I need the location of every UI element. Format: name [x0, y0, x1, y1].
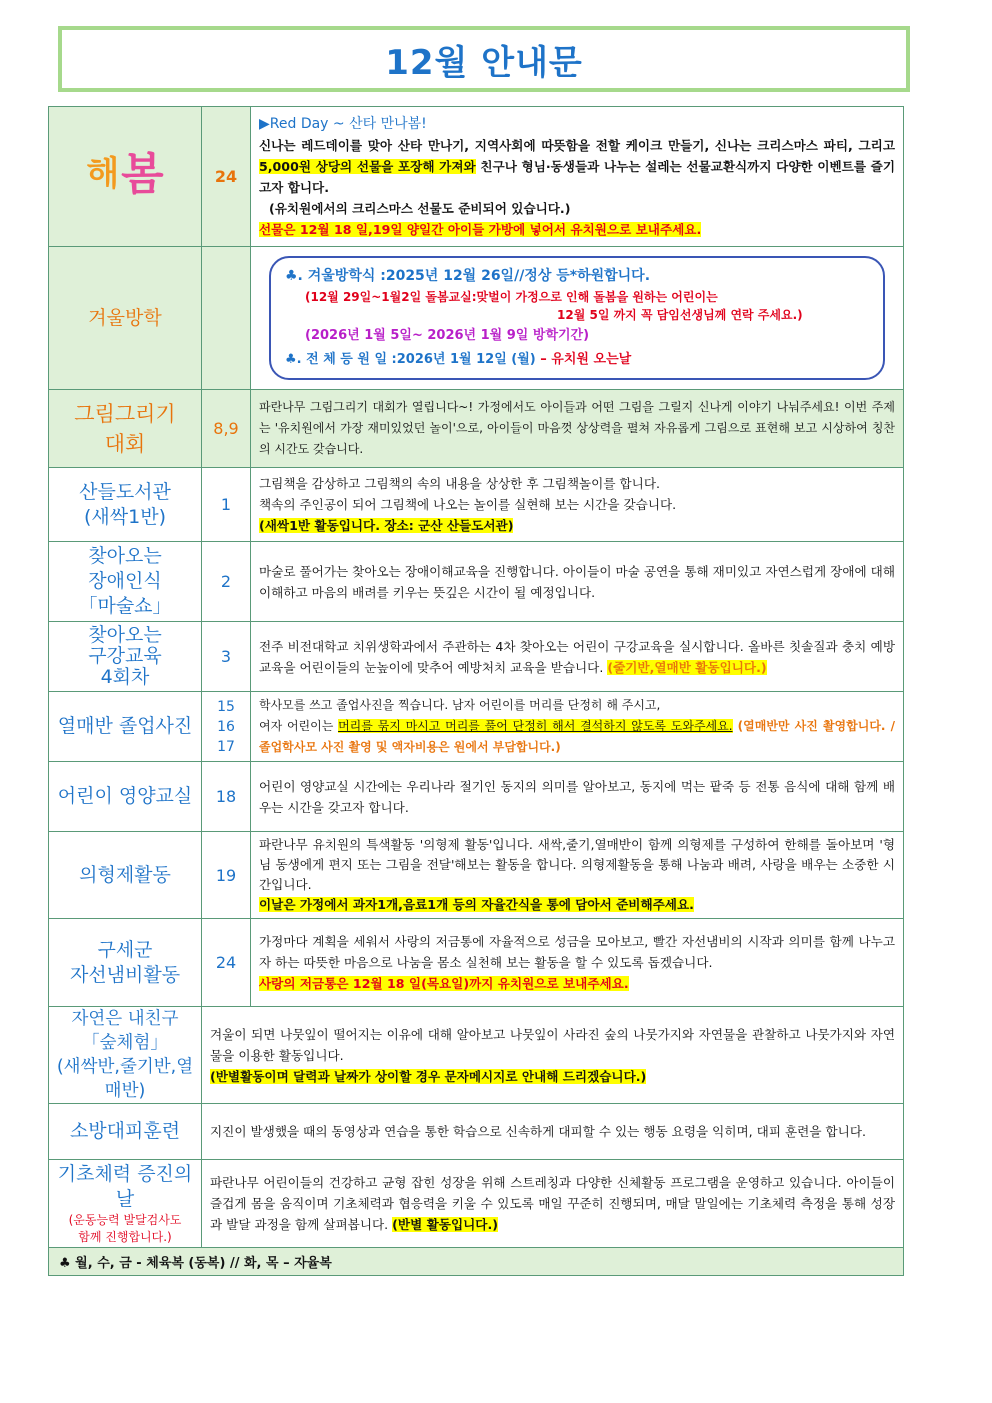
table-row — [49, 832, 904, 919]
row-label: 소방대피훈련 — [49, 1104, 202, 1160]
vacation-line-2: (12월 29일~1월2일 돌봄교실:맞벌이 가정으로 인해 돌봄을 원하는 어린이는 — [305, 290, 718, 304]
row-date — [202, 247, 251, 390]
row-label: 찾아오는 장애인식 「마술쇼」 — [49, 542, 202, 622]
title-banner — [58, 26, 910, 92]
row-label: 열매반 졸업사진 — [49, 692, 202, 762]
row-date: 2 — [202, 542, 251, 622]
row-date: 18 — [202, 762, 251, 832]
table-row — [49, 247, 904, 390]
row-date: 24 — [202, 107, 251, 247]
row-label: 겨울방학 — [49, 247, 202, 390]
row-content: 전주 비전대학교 치위생학과에서 주관하는 4차 찾아오는 어린이 구강교육을 실시합니다. 올바른 칫솔질과 충치 예방 교육을 어린이들의 눈높이에 맞추어 예방처치 교육을 받습니다. (줄기반,열매반 활동입니다.) — [251, 622, 904, 692]
table-row — [49, 1007, 904, 1104]
red-day-desc: 신나는 레드데이를 맞아 산타 만나기, 지역사회에 따뜻함을 전할 케이크 만들기, 신나는 크리스마스 파티, 그리고 5,000원 상당의 선물을 포장해 가져와 친구나 형님·동생들과 나누는 설레는 선물교환식까지 다양한 이벤트를 즐기고자 합니다. — [259, 137, 895, 195]
table-row — [49, 762, 904, 832]
row-date: 19 — [202, 832, 251, 919]
row-content: 파란나무 어린이들의 건강하고 균형 잡힌 성장을 위해 스트레칭과 다양한 신체활동 프로그램을 운영하고 있습니다. 아이들이 즐겁게 몸을 움직이며 기초체력과 협응력을 키울 수 있도록 매일 꾸준히 진행되며, 매달 말일에는 기초체력 측정을 통해 성장과 발달 과정을 함께 살펴봅니다. (반별 활동입니다.) — [202, 1160, 904, 1248]
row-content — [251, 107, 904, 247]
row-label: 산들도서관 (새싹1반) — [49, 468, 202, 542]
schedule-table — [48, 106, 904, 1276]
row-content: 파란나무 유치원의 특색활동 '의형제 활동'입니다. 새싹,줄기,열매반이 함께 의형제를 구성하여 한해를 돌아보며 '형님 동생에게 편지 또는 그림을 전달'해보는 활동을 합니다. 의형제활동을 통해 나눔과 배려, 사랑을 배우는 소중한 시간입니다. 이날은 가정에서 과자1개,음료1개 등의 자율간식을 통에 담아서 준비해주세요. — [251, 832, 904, 919]
table-row — [49, 622, 904, 692]
row-content — [251, 247, 904, 390]
table-row — [49, 468, 904, 542]
haebom-part-a: 해 — [86, 153, 120, 194]
row-content: 파란나무 그림그리기 대회가 열립니다~! 가정에서도 아이들과 어떤 그림을 그릴지 신나게 이야기 나눠주세요! 이번 주제는 '유치원에서 가장 재미있었던 놀이'으로, 아이들이 마음껏 상상력을 펼쳐 자유롭게 그림으로 표현해 보고 시상하여 칭찬의 시간도 갖습니다. — [251, 390, 904, 468]
table-row — [49, 390, 904, 468]
uniform-note: ♣ 월, 수, 금 - 체육복 (동복) // 화, 목 – 자율복 — [49, 1248, 904, 1276]
row-label: 의형제활동 — [49, 832, 202, 919]
row-label: 기초체력 증진의 날 (운동능력 발달검사도 함께 진행합니다.) — [49, 1160, 202, 1248]
row-label: 찾아오는 구강교육 4회차 — [49, 622, 202, 692]
row-content: 가정마다 계획을 세워서 사랑의 저금통에 자율적으로 성금을 모아보고, 빨간 자선냄비의 시작과 의미를 함께 나누고자 하는 따뜻한 마음으로 나눔을 몸소 실천해 보는 활동을 할 수 있도록 돕겠습니다. 사랑의 저금통은 12월 18 일(목요일)까지 유치원으로 보내주세요. — [251, 919, 904, 1007]
page-title: 12월 안내문 — [385, 42, 583, 83]
row-label: 구세군 자선냄비활동 — [49, 919, 202, 1007]
table-row — [49, 692, 904, 762]
row-date: 3 — [202, 622, 251, 692]
red-day-heading: ▶Red Day ~ 산타 만나봄! — [259, 115, 427, 132]
row-date: 15 16 17 — [202, 692, 251, 762]
row-label: 자연은 내친구 「숲체험」 (새싹반,줄기반,열매반) — [49, 1007, 202, 1104]
row-content: 지진이 발생했을 때의 동영상과 연습을 통한 학습으로 신속하게 대피할 수 있는 행동 요령을 익히며, 대피 훈련을 합니다. — [202, 1104, 904, 1160]
table-row — [49, 107, 904, 247]
row-date: 24 — [202, 919, 251, 1007]
vacation-line-1: ♣. 겨울방학식 :2025년 12월 26일//정상 등*하원합니다. — [285, 268, 651, 284]
row-content: 겨울이 되면 나뭇잎이 떨어지는 이유에 대해 알아보고 나뭇잎이 사라진 숲의 나뭇가지와 자연물을 관찰하고 나뭇가지와 자연물을 이용한 활동입니다. (반별활동이며 달력과 날짜가 상이할 경우 문자메시지로 안내해 드리겠습니다.) — [202, 1007, 904, 1104]
table-row — [49, 1104, 904, 1160]
row-content: 어린이 영양교실 시간에는 우리나라 절기인 동지의 의미를 알아보고, 동지에 먹는 팥죽 등 전통 음식에 대해 함께 배우는 시간을 갖고자 합니다. — [251, 762, 904, 832]
row-label: 어린이 영양교실 — [49, 762, 202, 832]
table-row — [49, 542, 904, 622]
row-content: 학사모를 쓰고 졸업사진을 찍습니다. 남자 어린이를 머리를 단정히 해 주시고, 여자 어린이는 머리를 묶지 마시고 머리를 풀어 단정히 해서 결석하지 않도록 도와주세요. (열매반만 사진 촬영합니다. / 졸업학사모 사진 촬영 및 액자비용은 원에서 부담합니다.) — [251, 692, 904, 762]
red-day-gift-note: 선물은 12월 18 일,19일 양일간 아이들 가방에 넣어서 유치원으로 보내주세요. — [259, 221, 702, 237]
red-day-note: (유치원에서의 크리스마스 선물도 준비되어 있습니다.) — [269, 200, 571, 216]
row-label: 그림그리기 대회 — [49, 390, 202, 468]
table-footer — [49, 1248, 904, 1276]
vacation-line-5: ♣. 전 체 등 원 일 :2026년 1월 12일 (월) – 유치원 오는날 — [285, 352, 632, 367]
table-row — [49, 1160, 904, 1248]
row-date: 1 — [202, 468, 251, 542]
row-content: 마술로 풀어가는 찾아오는 장애이해교육을 진행합니다. 아이들이 마술 공연을 통해 재미있고 자연스럽게 장애에 대해 이해하고 마음의 배려를 키우는 뜻깊은 시간이 될 예정입니다. — [251, 542, 904, 622]
row-date: 8,9 — [202, 390, 251, 468]
vacation-line-3: 12월 5일 까지 꼭 담임선생님께 연락 주세요.) — [557, 308, 803, 322]
vacation-box — [269, 256, 885, 380]
haebom-logo — [86, 148, 164, 200]
row-label — [49, 107, 202, 247]
row-content: 그림책을 감상하고 그림책의 속의 내용을 상상한 후 그림책놀이를 합니다. 책속의 주인공이 되어 그림책에 나오는 놀이를 실현해 보는 시간을 갖습니다. (새싹1반 활동입니다. 장소: 군산 산들도서관) — [251, 468, 904, 542]
table-row — [49, 919, 904, 1007]
haebom-part-b: 봄 — [121, 148, 164, 200]
vacation-line-4: (2026년 1월 5일~ 2026년 1월 9일 방학기간) — [305, 328, 590, 343]
